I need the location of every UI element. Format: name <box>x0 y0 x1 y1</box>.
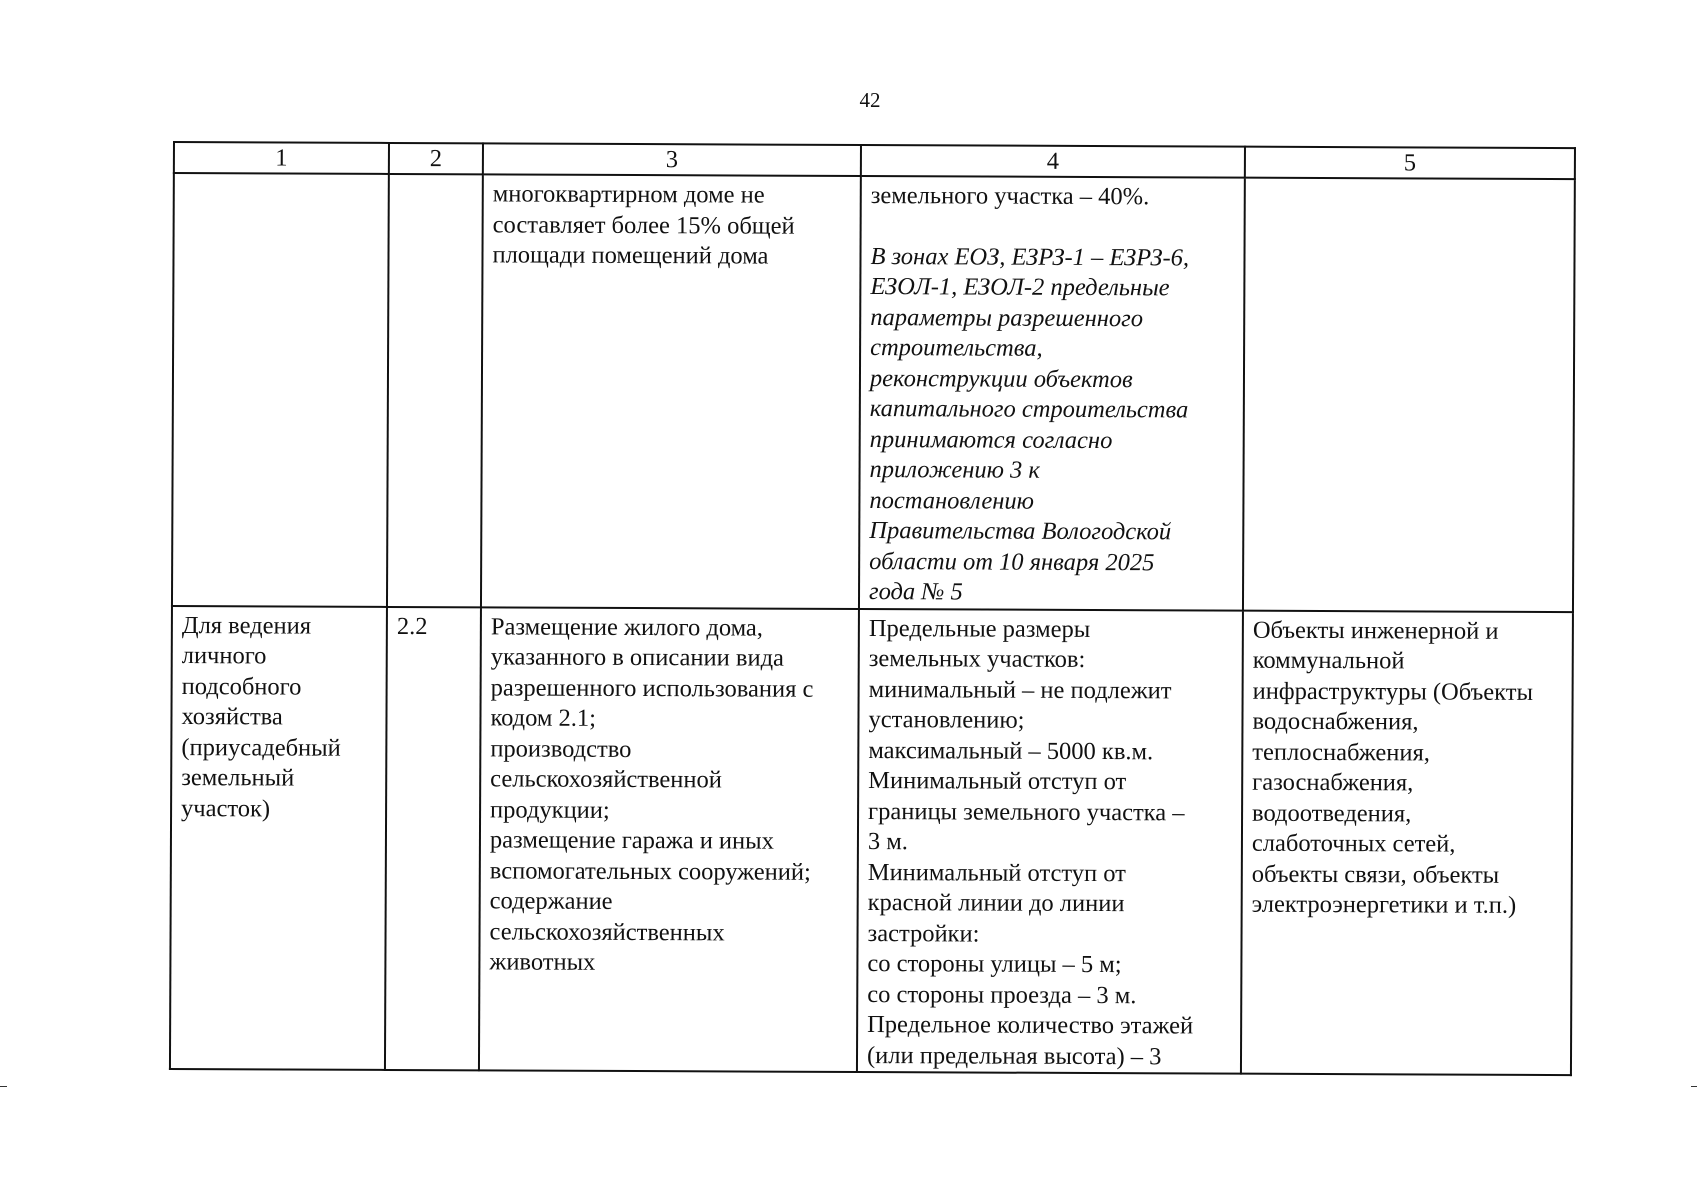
column-header-2: 2 <box>389 143 483 174</box>
left-margin-mark <box>0 1086 7 1087</box>
cell-use-description: многоквартирном доме не составляет более 15% общей площади помещений дома <box>481 174 861 608</box>
column-header-4: 4 <box>861 145 1245 178</box>
cell-parameters <box>859 176 1245 610</box>
parameters-text: земельного участка – 40%. <box>870 182 1150 211</box>
right-margin-mark <box>1691 1086 1697 1087</box>
column-header-5: 5 <box>1245 147 1575 179</box>
cell-auxiliary-uses <box>1243 178 1575 612</box>
table-row-continued <box>172 173 1575 612</box>
cell-land-use-type <box>172 173 389 606</box>
cell-auxiliary-uses: Объекты инженерной и коммунальной инфраструктуры (Объекты водоснабжения, теплоснабжения, газоснабжения, водоотведения, слаботочных сетей, объекты связи, объекты электроэнергетики и т.п.) <box>1241 610 1573 1075</box>
cell-use-description: Размещение жилого дома, указанного в описании вида разрешенного использования с кодом 2.1; производство сельскохозяйственной продукции; размещение гаража и иных вспомогательных сооружений; содержание сельскохозяйственных животных <box>479 607 859 1072</box>
cell-use-code <box>387 174 483 607</box>
land-use-table <box>169 141 1576 1076</box>
column-header-1: 1 <box>174 142 389 174</box>
cell-use-code: 2.2 <box>385 606 481 1070</box>
cell-land-use-type: Для ведения личного подсобного хозяйства (приусадебный земельный участок) <box>170 605 387 1069</box>
zones-note-text: В зонах ЕОЗ, ЕЗРЗ-1 – ЕЗРЗ-6, ЕЗОЛ-1, ЕЗОЛ-2 предельные параметры разрешенного строительства, реконструкции объектов капитального строительства принимаются согласно приложению 3 к постановлению Правительства Вологодской области от 10 января 2025 года № 5 <box>868 242 1190 606</box>
page-number: 42 <box>859 88 881 112</box>
paragraph-gap <box>871 212 1235 244</box>
column-header-3: 3 <box>483 143 861 176</box>
cell-parameters: Предельные размеры земельных участков: минимальный – не подлежит установлению; максимальный – 5000 кв.м. Минимальный отступ от границы земельного участка – 3 м. Минимальный отступ от красной линии до линии застройки: со стороны улицы – 5 м; со стороны проезда – 3 м. Предельное количество этажей (или предельная высота) – 3 <box>857 608 1243 1073</box>
table-row-personal-farm <box>170 605 1573 1075</box>
